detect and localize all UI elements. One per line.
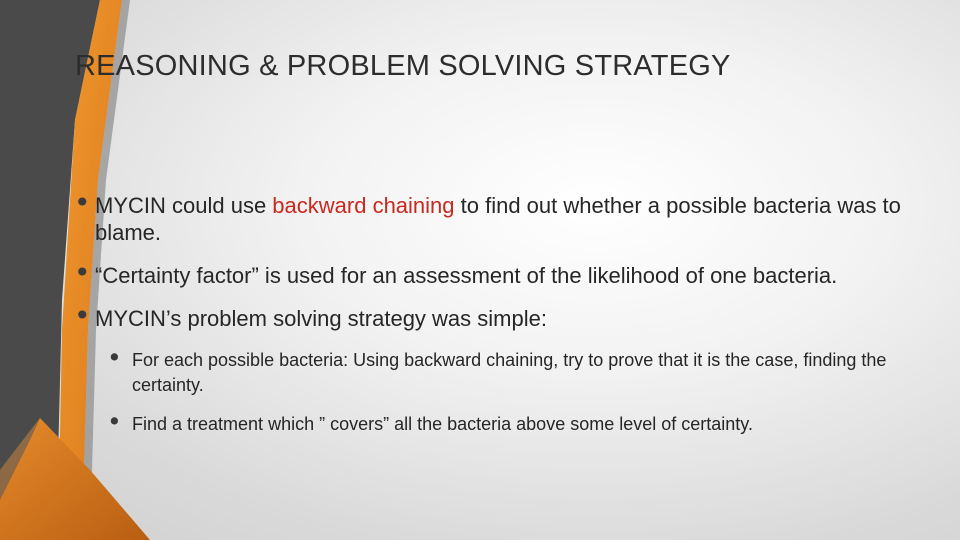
bullet-icon: • — [74, 186, 91, 219]
bullet-text-pre: MYCIN could use — [95, 193, 273, 218]
sub-bullet-icon: • — [107, 407, 122, 436]
highlight-text: backward chaining — [272, 193, 455, 218]
bullet-list — [70, 186, 930, 451]
bullet-item-1 — [70, 186, 930, 246]
sub-bullet-text: For each possible bacteria: Using backward chaining, try to prove that it is the case, finding the certainty. — [132, 350, 887, 395]
sub-bullet-item-1 — [70, 343, 930, 398]
bullet-icon: • — [74, 299, 91, 332]
bullet-item-2 — [70, 256, 930, 289]
sub-bullet-icon: • — [107, 343, 122, 372]
bullet-text-post: to find out whether a possible bacteria was to blame. — [95, 193, 901, 245]
bullet-text: MYCIN’s problem solving strategy was simple: — [95, 306, 547, 331]
sub-bullet-text: Find a treatment which ” covers” all the bacteria above some level of certainty. — [132, 414, 753, 434]
slide-title: REASONING & PROBLEM SOLVING STRATEGY — [75, 50, 731, 82]
sub-bullet-item-2 — [70, 407, 930, 437]
bullet-text: “Certainty factor” is used for an assessment of the likelihood of one bacteria. — [95, 263, 838, 288]
bullet-item-3 — [70, 299, 930, 332]
bullet-icon: • — [74, 256, 91, 289]
